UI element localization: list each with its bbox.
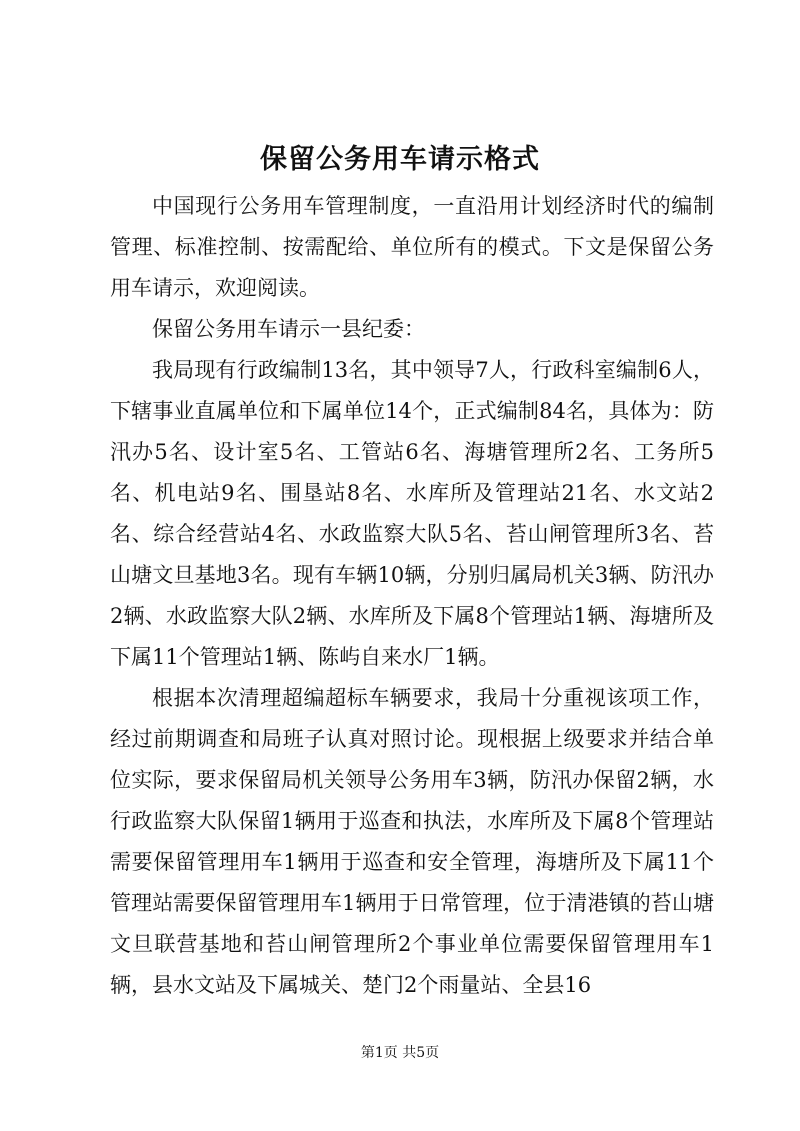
paragraph-staffing: 我局现有行政编制13名，其中领导7人，行政科室编制6人，下辖事业直属单位和下属单位14个，正式编制84名，具体为：防汛办5名、设计室5名、工管站6名、海塘管理所2名、工务所5名、机电站9名、围垦站8名、水库所及管理站21名、水文站2名、综合经营站4名、水政监察大队5名、苔山闸管理所3名、苔山塘文旦基地3名。现有车辆10辆，分别归属局机关3辆、防汛办2辆、水政监察大队2辆、水库所及下属8个管理站1辆、海塘所及下属11个管理站1辆、陈屿自来水厂1辆。 bbox=[110, 358, 714, 669]
document-title: 保留公务用车请示格式 bbox=[260, 144, 540, 175]
paragraph-request: 根据本次清理超编超标车辆要求，我局十分重视该项工作，经过前期调查和局班子认真对照讨论。现根据上级要求并结合单位实际，要求保留局机关领导公务用车3辆，防汛办保留2辆，水行政监察大队保留1辆用于巡查和执法，水库所及下属8个管理站需要保留管理用车1辆用于巡查和安全管理，海塘所及下属11个管理站需要保留管理用车1辆用于日常管理，位于清港镇的苔山塘文旦联营基地和苔山闸管理所2个事业单位需要保留管理用车1辆，县水文站及下属城关、楚门2个雨量站、全县16 bbox=[110, 686, 714, 997]
paragraph-intro: 中国现行公务用车管理制度，一直沿用计划经济时代的编制管理、标准控制、按需配给、单位所有的模式。下文是保留公务用车请示，欢迎阅读。 bbox=[110, 194, 714, 300]
paragraph-heading: 保留公务用车请示一县纪委： bbox=[152, 317, 425, 341]
document-body bbox=[110, 186, 714, 1006]
page-number-footer: 第1页 共5页 bbox=[360, 1045, 440, 1061]
